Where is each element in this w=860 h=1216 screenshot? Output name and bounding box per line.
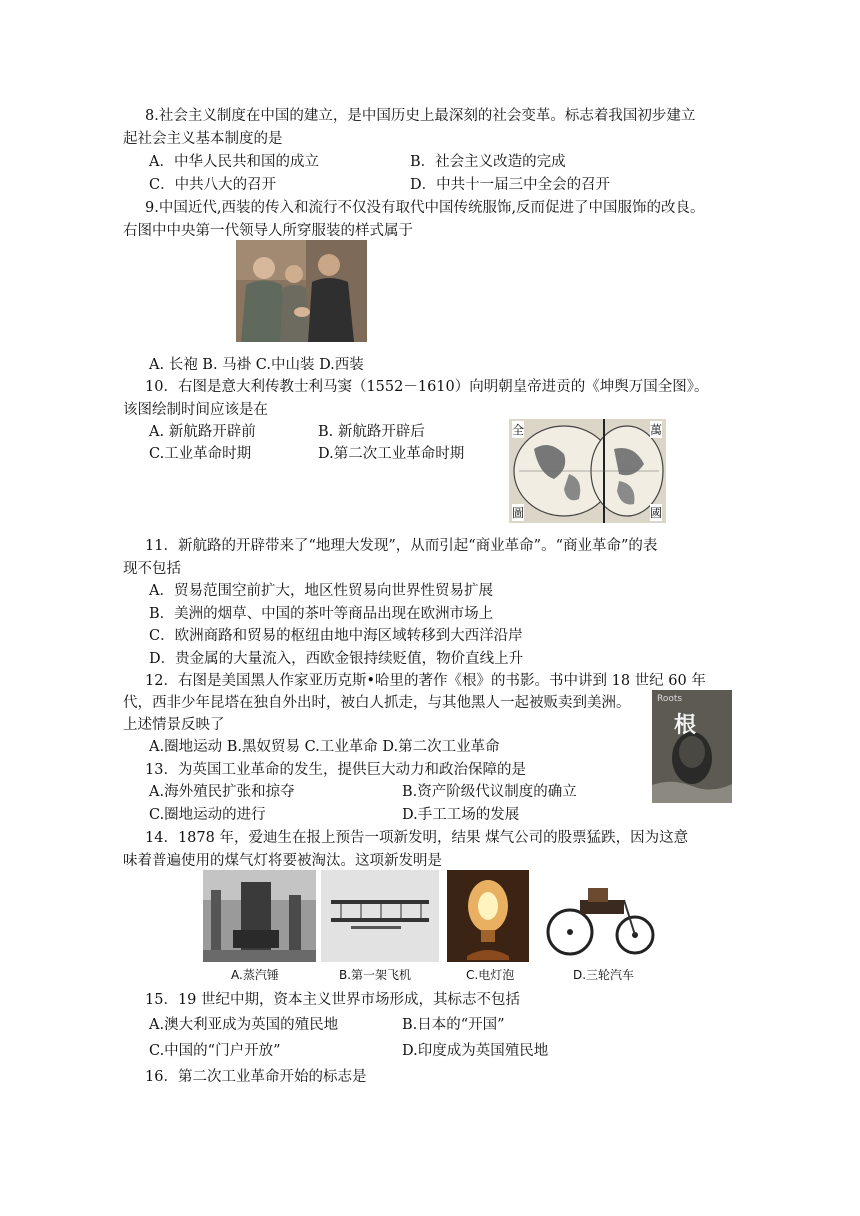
q8-stem-line1: 8.社会主义制度在中国的建立，是中国历史上最深刻的社会变革。标志着我国初步建立	[145, 108, 696, 124]
q11-stem-line2: 现不包括	[123, 561, 181, 577]
q8-option-c: C．中共八大的召开	[149, 177, 277, 193]
q10-option-a: A. 新航路开辟前	[149, 424, 256, 440]
q10-option-c: C.工业革命时期	[149, 446, 252, 462]
map-char-top-left: 全	[512, 423, 525, 437]
q10-option-d: D.第二次工业革命时期	[318, 446, 465, 462]
q8-option-d: D．中共十一届三中全会的召开	[410, 177, 611, 193]
caption-a: A.蒸汽锤	[231, 968, 279, 982]
q13-option-c: C.圈地运动的进行	[149, 807, 266, 823]
map-char-bottom-right: 國	[649, 506, 662, 520]
book-title: 根	[674, 712, 697, 738]
caption-d: D.三轮汽车	[573, 968, 635, 982]
q13-option-a: A.海外殖民扩张和掠夺	[149, 784, 295, 800]
q10-option-b: B. 新航路开辟后	[318, 424, 425, 440]
q15-option-d: D.印度成为英国殖民地	[402, 1043, 549, 1059]
world-map-image	[509, 419, 666, 523]
q13-option-b: B.资产阶级代议制度的确立	[402, 784, 577, 800]
leaders-photo	[236, 240, 367, 342]
q9-options: A. 长袍 B. 马褂 C.中山装 D.西装	[149, 357, 364, 373]
q11-option-c: C．欧洲商路和贸易的枢纽由地中海区域转移到大西洋沿岸	[149, 628, 523, 644]
q9-stem-line1: 9.中国近代,西装的传入和流行不仅没有取代中国传统服饰,反而促进了中国服饰的改良。	[145, 200, 705, 216]
q12-stem-line3: 上述情景反映了	[123, 717, 225, 733]
q12-options: A.圈地运动 B.黑奴贸易 C.工业革命 D.第二次工业革命	[149, 739, 500, 755]
q8-option-a: A．中华人民共和国的成立	[149, 154, 319, 170]
caption-b: B.第一架飞机	[339, 968, 412, 982]
q9-stem-line2: 右图中中央第一代领导人所穿服装的样式属于	[123, 223, 413, 239]
q13-option-d: D.手工工场的发展	[402, 807, 520, 823]
three-wheel-car-image	[540, 870, 659, 962]
steam-hammer-image	[203, 870, 316, 962]
q8-option-b: B．社会主义改造的完成	[410, 154, 566, 170]
q12-stem-line1: 12．右图是美国黑人作家亚历克斯•哈里的著作《根》的书影。书中讲到 18 世纪 60 年	[145, 673, 706, 689]
q13-stem: 13．为英国工业革命的发生，提供巨大动力和政治保障的是	[145, 762, 526, 778]
q8-stem-line2: 起社会主义基本制度的是	[123, 131, 283, 147]
q10-stem-line1: 10．右图是意大利传教士利马窦（1552－1610）向明朝皇帝进贡的《坤舆万国全图》。	[145, 379, 709, 395]
q11-option-a: A．贸易范围空前扩大，地区性贸易向世界性贸易扩展	[149, 583, 493, 599]
q11-option-d: D．贵金属的大量流入，西欧金银持续贬值，物价直线上升	[149, 651, 524, 667]
first-airplane-image	[321, 870, 439, 962]
q10-stem-line2: 该图绘制时间应该是在	[123, 402, 268, 418]
caption-c: C.电灯泡	[466, 968, 515, 982]
q16-stem: 16．第二次工业革命开始的标志是	[145, 1069, 367, 1085]
map-char-top-right: 萬	[649, 423, 662, 437]
q11-option-b: B．美洲的烟草、中国的茶叶等商品出现在欧洲市场上	[149, 606, 494, 622]
light-bulb-image	[447, 870, 529, 962]
q15-option-c: C.中国的“门户开放”	[149, 1043, 281, 1059]
book-cover-roots	[652, 690, 732, 803]
q14-stem-line2: 味着普遍使用的煤气灯将要被淘汰。这项新发明是	[123, 853, 442, 869]
book-label: Roots	[657, 694, 683, 704]
q12-stem-line2: 代，西非少年昆塔在独自外出时，被白人抓走，与其他黑人一起被贩卖到美洲。	[123, 695, 631, 711]
map-char-bottom-left: 圖	[512, 506, 525, 520]
q15-option-a: A.澳大利亚成为英国的殖民地	[149, 1017, 339, 1033]
q11-stem-line1: 11．新航路的开辟带来了“地理大发现”，从而引起“商业革命”。“商业革命”的表	[145, 538, 658, 554]
q15-option-b: B.日本的“开国”	[402, 1017, 505, 1033]
q14-stem-line1: 14．1878 年，爱迪生在报上预告一项新发明，结果 煤气公司的股票猛跌，因为这意	[145, 830, 689, 846]
q15-stem: 15．19 世纪中期，资本主义世界市场形成，其标志不包括	[145, 992, 521, 1008]
